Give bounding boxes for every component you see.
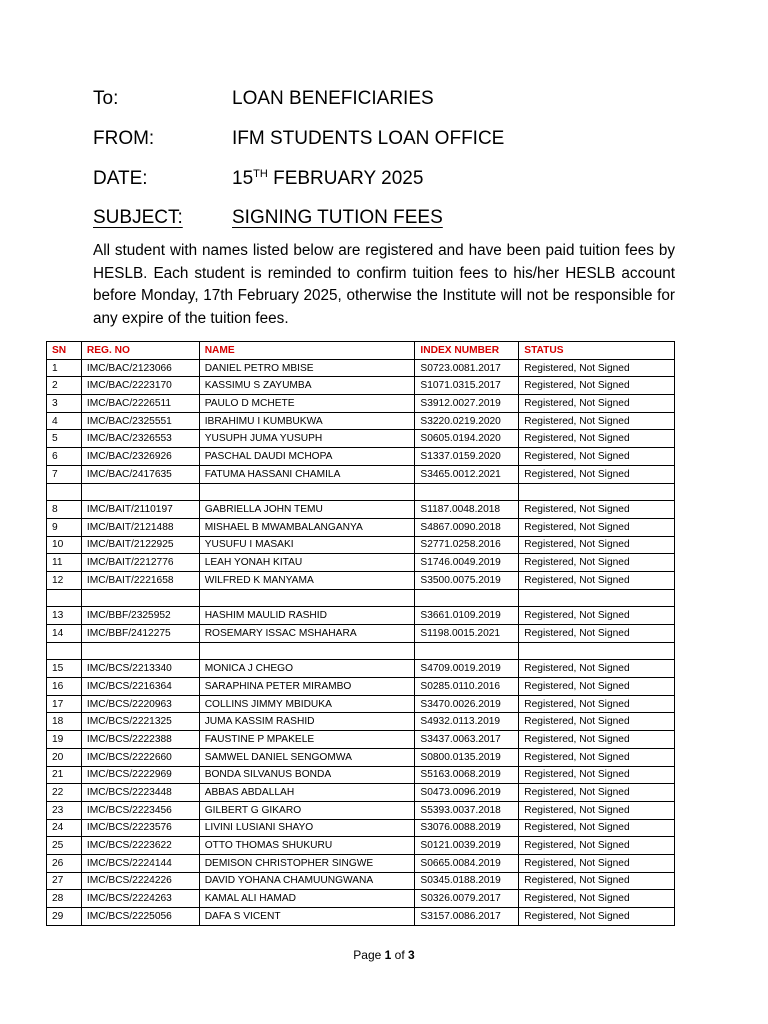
- column-header-status: STATUS: [519, 342, 675, 360]
- cell-reg-no: IMC/BCS/2224226: [81, 872, 199, 890]
- page-footer: [0, 948, 768, 962]
- footer-current-page: 1: [384, 948, 392, 962]
- table-row: [47, 377, 675, 395]
- cell-name: DAVID YOHANA CHAMUUNGWANA: [199, 872, 415, 890]
- table-row: [47, 448, 675, 466]
- table-row: [47, 678, 675, 696]
- cell-index-number: S4867.0090.2018: [415, 518, 519, 536]
- cell-reg-no: IMC/BCS/2222969: [81, 766, 199, 784]
- cell-sn: [47, 589, 82, 607]
- cell-reg-no: IMC/BCS/2223622: [81, 837, 199, 855]
- memo-date-label: DATE:: [93, 168, 148, 189]
- cell-reg-no: IMC/BCS/2225056: [81, 908, 199, 926]
- cell-sn: [47, 483, 82, 501]
- cell-index-number: S3076.0088.2019: [415, 819, 519, 837]
- cell-status: Registered, Not Signed: [519, 819, 675, 837]
- cell-index-number: S5393.0037.2018: [415, 801, 519, 819]
- cell-name: YUSUFU I MASAKI: [199, 536, 415, 554]
- memo-date-rest: FEBRUARY 2025: [267, 168, 424, 189]
- cell-status: Registered, Not Signed: [519, 890, 675, 908]
- table-row: [47, 766, 675, 784]
- cell-reg-no: [81, 642, 199, 660]
- cell-sn: 3: [47, 395, 82, 413]
- cell-sn: 11: [47, 554, 82, 572]
- cell-status: Registered, Not Signed: [519, 660, 675, 678]
- table-row: [47, 518, 675, 536]
- cell-index-number: [415, 642, 519, 660]
- cell-sn: 28: [47, 890, 82, 908]
- cell-reg-no: IMC/BAIT/2221658: [81, 571, 199, 589]
- table-row: [47, 430, 675, 448]
- cell-sn: 4: [47, 412, 82, 430]
- cell-name: KASSIMU S ZAYUMBA: [199, 377, 415, 395]
- column-header-name: NAME: [199, 342, 415, 360]
- table-body: [47, 359, 675, 925]
- cell-sn: 29: [47, 908, 82, 926]
- table-row: [47, 536, 675, 554]
- cell-sn: 17: [47, 695, 82, 713]
- cell-name: SAMWEL DANIEL SENGOMWA: [199, 748, 415, 766]
- cell-status: Registered, Not Signed: [519, 430, 675, 448]
- table-row: [47, 819, 675, 837]
- cell-reg-no: IMC/BCS/2224144: [81, 854, 199, 872]
- memo-date-ordinal: TH: [253, 168, 268, 180]
- cell-name: LEAH YONAH KITAU: [199, 554, 415, 572]
- cell-sn: 25: [47, 837, 82, 855]
- cell-status: Registered, Not Signed: [519, 554, 675, 572]
- cell-index-number: S4709.0019.2019: [415, 660, 519, 678]
- memo-date-value: [232, 164, 423, 194]
- cell-sn: 12: [47, 571, 82, 589]
- table-row: [47, 713, 675, 731]
- column-header-reg-no: REG. NO: [81, 342, 199, 360]
- cell-index-number: S2771.0258.2016: [415, 536, 519, 554]
- cell-status: Registered, Not Signed: [519, 872, 675, 890]
- cell-reg-no: IMC/BAC/2325551: [81, 412, 199, 430]
- cell-sn: 2: [47, 377, 82, 395]
- cell-sn: 15: [47, 660, 82, 678]
- table-header-row: [47, 342, 675, 360]
- table-row: [47, 731, 675, 749]
- cell-sn: 16: [47, 678, 82, 696]
- cell-status: Registered, Not Signed: [519, 695, 675, 713]
- intro-paragraph: All student with names listed below are registered and have been paid tuition fees by HESLB. Each student is reminded to confirm tuition fees to his/her HESLB account before Monday, 17th February 2025, otherwise the Institute will not be responsible for any expire of the tuition fees.: [93, 242, 675, 328]
- column-header-sn: SN: [47, 342, 82, 360]
- footer-total-pages: 3: [408, 948, 415, 962]
- cell-status: Registered, Not Signed: [519, 359, 675, 377]
- table-row: [47, 837, 675, 855]
- cell-sn: 7: [47, 465, 82, 483]
- cell-status: [519, 642, 675, 660]
- cell-index-number: S3470.0026.2019: [415, 695, 519, 713]
- cell-index-number: S0800.0135.2019: [415, 748, 519, 766]
- table-row: [47, 801, 675, 819]
- cell-index-number: S0326.0079.2017: [415, 890, 519, 908]
- cell-name: MONICA J CHEGO: [199, 660, 415, 678]
- cell-name: LIVINI LUSIANI SHAYO: [199, 819, 415, 837]
- column-header-index-number: INDEX NUMBER: [415, 342, 519, 360]
- table-row: [47, 890, 675, 908]
- cell-reg-no: IMC/BCS/2216364: [81, 678, 199, 696]
- cell-index-number: S5163.0068.2019: [415, 766, 519, 784]
- cell-reg-no: IMC/BAC/2417635: [81, 465, 199, 483]
- cell-reg-no: IMC/BAIT/2121488: [81, 518, 199, 536]
- cell-name: PASCHAL DAUDI MCHOPA: [199, 448, 415, 466]
- cell-status: Registered, Not Signed: [519, 625, 675, 643]
- footer-page-word: Page: [353, 948, 385, 962]
- cell-status: Registered, Not Signed: [519, 801, 675, 819]
- cell-sn: [47, 642, 82, 660]
- cell-sn: 26: [47, 854, 82, 872]
- table-row: [47, 748, 675, 766]
- cell-name: [199, 589, 415, 607]
- cell-name: ABBAS ABDALLAH: [199, 784, 415, 802]
- cell-name: GABRIELLA JOHN TEMU: [199, 501, 415, 519]
- table-row: [47, 465, 675, 483]
- cell-sn: 8: [47, 501, 82, 519]
- memo-subject-label: SUBJECT:: [93, 207, 183, 228]
- cell-reg-no: IMC/BBF/2412275: [81, 625, 199, 643]
- cell-status: Registered, Not Signed: [519, 837, 675, 855]
- table-spacer-row: [47, 642, 675, 660]
- cell-reg-no: IMC/BAC/2123066: [81, 359, 199, 377]
- cell-index-number: S1746.0049.2019: [415, 554, 519, 572]
- memo-subject-value: SIGNING TUTION FEES: [232, 207, 443, 228]
- cell-name: ROSEMARY ISSAC MSHAHARA: [199, 625, 415, 643]
- cell-reg-no: IMC/BCS/2223576: [81, 819, 199, 837]
- cell-name: DEMISON CHRISTOPHER SINGWE: [199, 854, 415, 872]
- cell-name: FATUMA HASSANI CHAMILA: [199, 465, 415, 483]
- cell-sn: 1: [47, 359, 82, 377]
- cell-name: BONDA SILVANUS BONDA: [199, 766, 415, 784]
- cell-status: Registered, Not Signed: [519, 784, 675, 802]
- cell-status: [519, 589, 675, 607]
- cell-reg-no: IMC/BCS/2220963: [81, 695, 199, 713]
- cell-status: Registered, Not Signed: [519, 395, 675, 413]
- memo-from-value: IFM STUDENTS LOAN OFFICE: [232, 128, 505, 149]
- memo-date-day: 15: [232, 168, 254, 189]
- cell-reg-no: IMC/BCS/2223448: [81, 784, 199, 802]
- cell-reg-no: IMC/BAC/2226511: [81, 395, 199, 413]
- cell-sn: 24: [47, 819, 82, 837]
- cell-name: [199, 483, 415, 501]
- cell-sn: 10: [47, 536, 82, 554]
- cell-sn: 9: [47, 518, 82, 536]
- cell-index-number: S0121.0039.2019: [415, 837, 519, 855]
- cell-name: OTTO THOMAS SHUKURU: [199, 837, 415, 855]
- beneficiaries-table: [46, 341, 675, 926]
- cell-reg-no: [81, 589, 199, 607]
- cell-reg-no: IMC/BCS/2224263: [81, 890, 199, 908]
- table-row: [47, 554, 675, 572]
- cell-status: [519, 483, 675, 501]
- cell-status: Registered, Not Signed: [519, 607, 675, 625]
- cell-name: HASHIM MAULID RASHID: [199, 607, 415, 625]
- cell-status: Registered, Not Signed: [519, 448, 675, 466]
- cell-status: Registered, Not Signed: [519, 748, 675, 766]
- cell-status: Registered, Not Signed: [519, 518, 675, 536]
- cell-name: GILBERT G GIKARO: [199, 801, 415, 819]
- cell-sn: 13: [47, 607, 82, 625]
- cell-index-number: S3437.0063.2017: [415, 731, 519, 749]
- cell-index-number: S1187.0048.2018: [415, 501, 519, 519]
- table-row: [47, 660, 675, 678]
- cell-index-number: [415, 483, 519, 501]
- cell-name: COLLINS JIMMY MBIDUKA: [199, 695, 415, 713]
- cell-index-number: S3465.0012.2021: [415, 465, 519, 483]
- cell-index-number: S1337.0159.2020: [415, 448, 519, 466]
- cell-reg-no: IMC/BCS/2222388: [81, 731, 199, 749]
- cell-index-number: S0345.0188.2019: [415, 872, 519, 890]
- footer-of-word: of: [391, 948, 409, 962]
- cell-status: Registered, Not Signed: [519, 766, 675, 784]
- cell-name: WILFRED K MANYAMA: [199, 571, 415, 589]
- memo-to-label: To:: [93, 88, 119, 109]
- cell-status: Registered, Not Signed: [519, 854, 675, 872]
- cell-index-number: S4932.0113.2019: [415, 713, 519, 731]
- cell-status: Registered, Not Signed: [519, 678, 675, 696]
- cell-sn: 27: [47, 872, 82, 890]
- cell-status: Registered, Not Signed: [519, 571, 675, 589]
- cell-sn: 22: [47, 784, 82, 802]
- cell-status: Registered, Not Signed: [519, 465, 675, 483]
- cell-index-number: S0285.0110.2016: [415, 678, 519, 696]
- cell-status: Registered, Not Signed: [519, 412, 675, 430]
- cell-sn: 5: [47, 430, 82, 448]
- cell-name: DANIEL PETRO MBISE: [199, 359, 415, 377]
- memo-from-label: FROM:: [93, 128, 155, 149]
- cell-name: KAMAL ALI HAMAD: [199, 890, 415, 908]
- cell-sn: 23: [47, 801, 82, 819]
- cell-index-number: S0665.0084.2019: [415, 854, 519, 872]
- cell-status: Registered, Not Signed: [519, 501, 675, 519]
- cell-index-number: [415, 589, 519, 607]
- table-row: [47, 784, 675, 802]
- cell-reg-no: IMC/BAIT/2212776: [81, 554, 199, 572]
- cell-reg-no: IMC/BAC/2326553: [81, 430, 199, 448]
- table-row: [47, 625, 675, 643]
- cell-name: JUMA KASSIM RASHID: [199, 713, 415, 731]
- cell-index-number: S3157.0086.2017: [415, 908, 519, 926]
- cell-name: MISHAEL B MWAMBALANGANYA: [199, 518, 415, 536]
- cell-name: YUSUPH JUMA YUSUPH: [199, 430, 415, 448]
- cell-reg-no: IMC/BAC/2326926: [81, 448, 199, 466]
- cell-name: IBRAHIMU I KUMBUKWA: [199, 412, 415, 430]
- cell-status: Registered, Not Signed: [519, 731, 675, 749]
- table-row: [47, 854, 675, 872]
- cell-status: Registered, Not Signed: [519, 377, 675, 395]
- cell-name: PAULO D MCHETE: [199, 395, 415, 413]
- table-row: [47, 359, 675, 377]
- cell-index-number: S0723.0081.2017: [415, 359, 519, 377]
- cell-status: Registered, Not Signed: [519, 536, 675, 554]
- cell-reg-no: IMC/BCS/2222660: [81, 748, 199, 766]
- cell-reg-no: IMC/BBF/2325952: [81, 607, 199, 625]
- table-row: [47, 908, 675, 926]
- table-spacer-row: [47, 589, 675, 607]
- cell-name: SARAPHINA PETER MIRAMBO: [199, 678, 415, 696]
- cell-reg-no: IMC/BAIT/2110197: [81, 501, 199, 519]
- cell-status: Registered, Not Signed: [519, 908, 675, 926]
- cell-reg-no: IMC/BAC/2223170: [81, 377, 199, 395]
- table-row: [47, 872, 675, 890]
- cell-name: FAUSTINE P MPAKELE: [199, 731, 415, 749]
- cell-sn: 20: [47, 748, 82, 766]
- cell-reg-no: IMC/BCS/2221325: [81, 713, 199, 731]
- cell-index-number: S3661.0109.2019: [415, 607, 519, 625]
- table-row: [47, 571, 675, 589]
- cell-index-number: S3500.0075.2019: [415, 571, 519, 589]
- cell-name: [199, 642, 415, 660]
- cell-sn: 6: [47, 448, 82, 466]
- cell-index-number: S0473.0096.2019: [415, 784, 519, 802]
- table-spacer-row: [47, 483, 675, 501]
- cell-index-number: S1198.0015.2021: [415, 625, 519, 643]
- cell-reg-no: IMC/BCS/2223456: [81, 801, 199, 819]
- table-row: [47, 607, 675, 625]
- cell-reg-no: [81, 483, 199, 501]
- table-row: [47, 412, 675, 430]
- cell-name: DAFA S VICENT: [199, 908, 415, 926]
- cell-index-number: S3912.0027.2019: [415, 395, 519, 413]
- table-row: [47, 501, 675, 519]
- cell-sn: 14: [47, 625, 82, 643]
- cell-sn: 21: [47, 766, 82, 784]
- cell-index-number: S0605.0194.2020: [415, 430, 519, 448]
- cell-sn: 19: [47, 731, 82, 749]
- cell-reg-no: IMC/BAIT/2122925: [81, 536, 199, 554]
- cell-index-number: S3220.0219.2020: [415, 412, 519, 430]
- cell-status: Registered, Not Signed: [519, 713, 675, 731]
- table-row: [47, 395, 675, 413]
- memo-to-value: LOAN BENEFICIARIES: [232, 88, 434, 109]
- cell-index-number: S1071.0315.2017: [415, 377, 519, 395]
- cell-reg-no: IMC/BCS/2213340: [81, 660, 199, 678]
- table-row: [47, 695, 675, 713]
- cell-sn: 18: [47, 713, 82, 731]
